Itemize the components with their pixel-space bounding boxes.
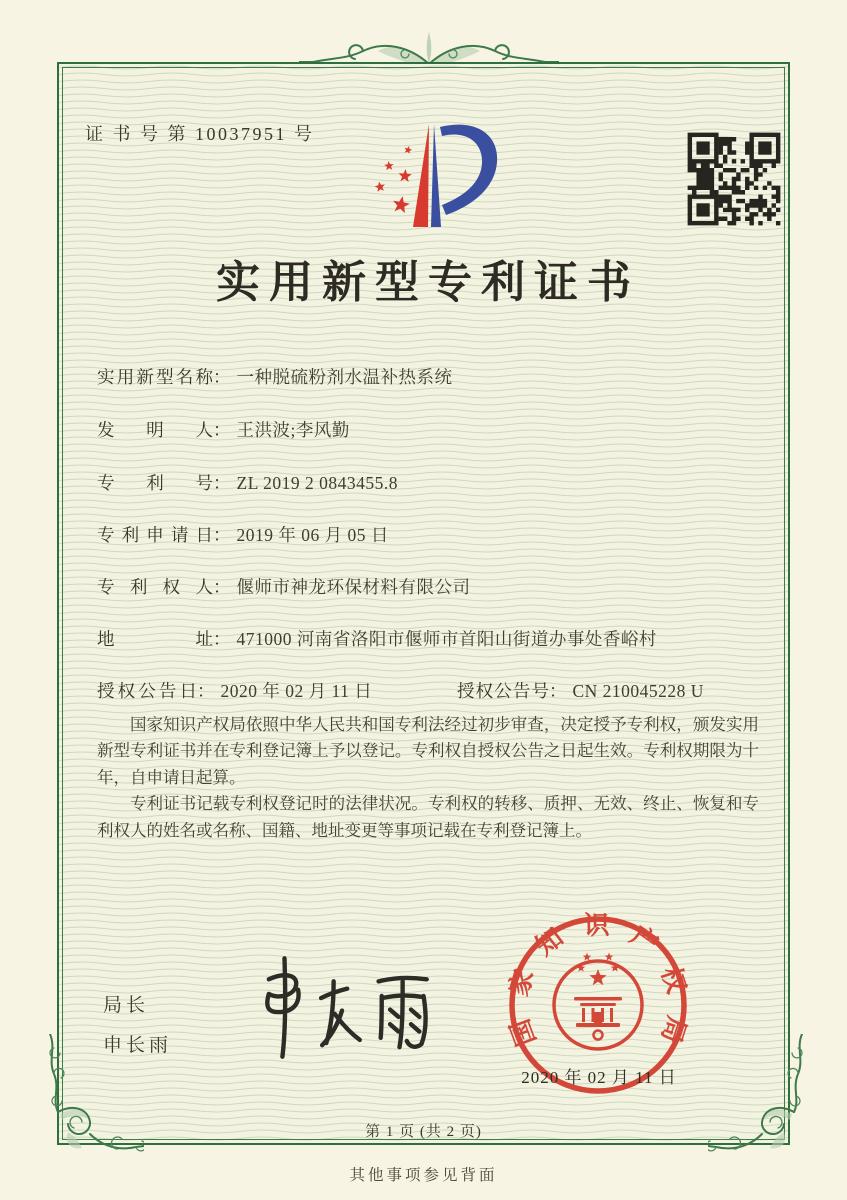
field-label: 发明人 xyxy=(97,420,213,440)
field-inventors xyxy=(97,417,769,442)
grant-number-pair xyxy=(457,678,704,703)
field-label: 专利号 xyxy=(97,473,213,493)
certificate-border-frame xyxy=(57,62,790,1145)
grant-number-label: 授权公告号 xyxy=(457,681,549,701)
field-value: 一种脱硫粉剂水温补热系统 xyxy=(236,367,453,387)
cnipa-logo xyxy=(345,110,520,238)
grant-date-value: 2020 年 02 月 11 日 xyxy=(220,681,373,701)
director-name: 申长雨 xyxy=(103,1035,173,1056)
bottom-left-flourish xyxy=(44,1034,144,1159)
legal-paragraph-1: 国家知识产权局依照中华人民共和国专利法经过初步审查，决定授予专利权，颁发实用新型专利证书并在专利登记簿上予以登记。专利权自授权公告之日起生效。专利权期限为十年，自申请日起算。 xyxy=(97,715,759,787)
seal-date: 2020 年 02 月 11 日 xyxy=(521,1068,677,1087)
logo-blue-stem xyxy=(431,124,441,227)
field-value: 偃师市神龙环保材料有限公司 xyxy=(236,577,471,597)
colon: ： xyxy=(549,681,567,701)
colon: ： xyxy=(213,577,231,597)
grant-number-value: CN 210045228 U xyxy=(572,681,704,701)
colon: ： xyxy=(213,420,231,440)
seal-national-emblem xyxy=(554,953,642,1050)
field-label: 地址 xyxy=(97,629,213,649)
colon: ： xyxy=(197,681,215,701)
field-application-date xyxy=(97,522,769,547)
grant-date-pair xyxy=(97,681,372,701)
field-label: 实用新型名称 xyxy=(97,367,213,387)
logo-blue-bowl xyxy=(440,125,497,215)
legal-text-block xyxy=(97,712,759,844)
field-value: 2019 年 06 月 05 日 xyxy=(236,525,389,545)
field-utility-model-name xyxy=(97,364,769,389)
field-address xyxy=(97,626,769,651)
page-number: 第 1 页 (共 2 页) xyxy=(365,1124,482,1140)
certificate-title: 实用新型专利证书 xyxy=(216,258,640,307)
field-value: ZL 2019 2 0843455.8 xyxy=(236,473,398,493)
director-title: 局长 xyxy=(103,995,150,1016)
field-patentee xyxy=(97,574,769,599)
grant-info-row xyxy=(97,678,769,703)
certificate-number: 证 书 号 第 10037951 号 xyxy=(85,124,315,144)
legal-paragraph-2: 专利证书记载专利权登记时的法律状况。专利权的转移、质押、无效、终止、恢复和专利权人的姓名或名称、国籍、地址变更等事项记载在专利登记簿上。 xyxy=(97,794,759,840)
field-value: 王洪波;李风勤 xyxy=(236,420,350,440)
seal-org-text: 国家知识产权局 xyxy=(504,910,692,1050)
logo-red-wedge xyxy=(413,124,429,227)
colon: ： xyxy=(213,525,231,545)
logo-stars xyxy=(375,146,413,213)
field-patent-number xyxy=(97,470,769,495)
field-value: 471000 河南省洛阳市偃师市首阳山街道办事处香峪村 xyxy=(236,629,657,649)
grant-date-label: 授权公告日 xyxy=(97,681,197,701)
bottom-right-flourish xyxy=(708,1034,808,1159)
signature xyxy=(237,950,447,1065)
colon: ： xyxy=(213,473,231,493)
field-label: 专利权人 xyxy=(97,577,213,597)
back-side-note: 其他事项参见背面 xyxy=(349,1167,498,1184)
colon: ： xyxy=(213,367,231,387)
qr-code xyxy=(681,126,787,232)
colon: ： xyxy=(213,629,231,649)
field-label: 专利申请日 xyxy=(97,525,213,545)
